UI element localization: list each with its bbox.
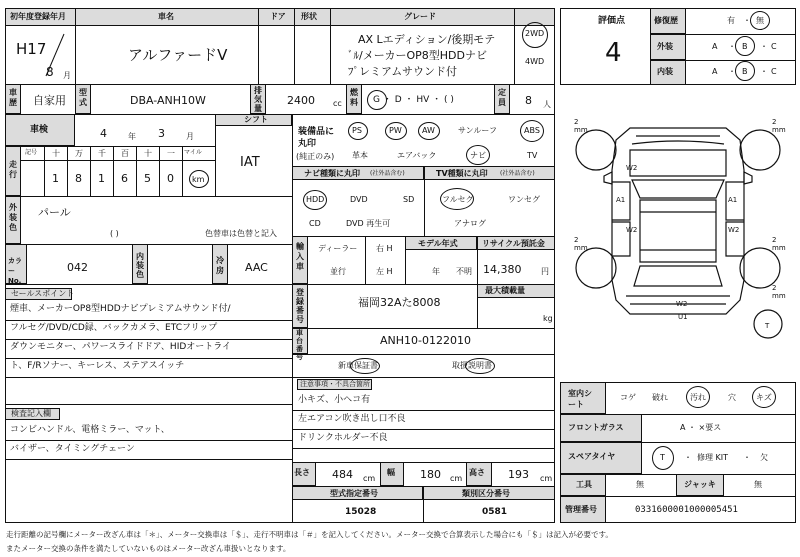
registration-value: 福岡32Aた8008 [358, 296, 441, 309]
exterior-c: C [771, 42, 777, 51]
equip-abs: ABS [524, 126, 540, 135]
mileage-label: 走行 [9, 160, 17, 179]
car-damage-diagram [560, 110, 796, 370]
mileage-divider [159, 146, 160, 196]
type-number-value: 15028 [345, 507, 377, 517]
sales-line-3: ダウンモニター、パワースライドドア、HIDオートライ [10, 342, 232, 352]
wheel-label-rr: 2 [772, 236, 777, 244]
displacement-label: 排気量 [254, 86, 262, 113]
inspector-line-1: コンビハンドル、電格ミラー、マット、 [10, 425, 170, 435]
equip-navi: ナビ [470, 151, 486, 160]
navi-dvd: DVD [350, 195, 368, 204]
wheel-unit-fr: mm [772, 126, 786, 134]
sheet-hole: 穴 [728, 393, 736, 402]
mileage-header-5: 十 [144, 149, 152, 158]
tv-fullseg: フルセグ [442, 195, 474, 204]
usage-value: 自家用 [33, 94, 66, 107]
mileage-digit-0: 1 [52, 172, 59, 185]
jack-label: ジャッキ [684, 480, 716, 489]
door-label: ドア [270, 12, 286, 21]
mileage-header-7: マイル [184, 149, 202, 156]
equip-airbag: エアバック [397, 151, 437, 160]
drive-2wd: 2WD [525, 29, 545, 38]
spare-missing: 欠 [760, 453, 768, 462]
sheet-scratch: キズ [756, 393, 772, 402]
management-value: 0331600001000005451 [635, 505, 738, 515]
mark-u1-rear: U1 [678, 313, 688, 321]
spare-repair-kit: 修理 KIT [697, 453, 729, 462]
type-number-label: 型式指定番号 [330, 489, 378, 498]
mileage-divider [113, 146, 114, 196]
mileage-divider [90, 146, 91, 196]
sales-line-4: ト、F/Rソナー、キーレス、ステアスイッチ [10, 361, 185, 371]
equip-ps: PS [352, 126, 362, 135]
mileage-digit-5: 0 [167, 172, 174, 185]
equip-aw: AW [422, 126, 435, 135]
mileage-header-2: 万 [75, 149, 83, 158]
color-note: 色替車は色替と記入 [205, 229, 277, 238]
color-no-label: カラーNo. [8, 257, 22, 285]
windshield-options: A ・ ×要ス [680, 423, 722, 432]
spare-tire-label: スペアタイヤ [568, 452, 616, 461]
car-name-value: アルファードV [128, 46, 228, 64]
wheel-label-fr: 2 [772, 118, 777, 126]
width-unit: cm [450, 474, 463, 483]
interior-a: A [712, 67, 718, 76]
wheel-unit-rr: mm [772, 244, 786, 252]
inspection-month: 3 [158, 127, 165, 140]
import-label: 輸入車 [296, 242, 304, 271]
notes-line-3: ドリンクホルダー不良 [298, 433, 388, 443]
new-warranty: 新車保証書 [338, 361, 378, 370]
grade-line-2: ﾞﾙ/メーカーOP8型HDDナビ [348, 49, 487, 62]
spare-t: T [660, 453, 665, 462]
class-number-value: 0581 [482, 507, 508, 517]
manual: 取扱説明書 [452, 361, 492, 370]
interior-color-label: 内装色 [136, 252, 144, 279]
equipment-sub-label: (純正のみ) [296, 152, 335, 161]
mark-t-spare: T [765, 322, 770, 330]
navi-dvd-play: DVD 再生可 [346, 219, 391, 228]
inspection-label: 車検 [30, 125, 49, 135]
grade-line-1: AX Lエディション/後期モテ [358, 33, 496, 46]
color-value: パール [38, 206, 71, 219]
class-number-label: 類別区分番号 [462, 489, 510, 498]
score-value: 4 [605, 38, 622, 68]
tv-sub: (社外品含む) [500, 170, 535, 177]
navi-sd: SD [403, 195, 415, 204]
mileage-unit: km [192, 175, 205, 184]
equipment-label-1: 装備品に [298, 127, 335, 137]
repair-label: 修復歴 [654, 16, 678, 25]
model-value: DBA-ANH10W [130, 94, 206, 107]
notes-line-1: 小キズ、小ヘコ有 [298, 395, 371, 405]
sales-points-label: セールスポイント [11, 289, 75, 298]
capacity-label: 定員 [498, 88, 506, 107]
capacity-value: 8 [525, 94, 532, 107]
tools-value: 無 [636, 480, 644, 489]
exterior-dot-2: ・ [760, 42, 768, 51]
color-paren: ( ) [110, 229, 119, 238]
exterior-dot-1: ・ [728, 42, 736, 51]
mileage-divider [136, 146, 137, 196]
interior-b: B [742, 67, 748, 76]
grade-line-3: ﾌﾟレミアムサウンド付 [348, 65, 458, 78]
footer-line-1: 走行距離の記号欄にメーター改ざん車は「＊」、メーター交換車は「＄」、走行不明車は「＃」を記入してください。メーター交換で合算表示した場合にも「＄」は記入が必要です。 [6, 530, 613, 539]
import-dealer: ディーラー [318, 244, 358, 253]
navi-hdd: HDD [306, 195, 325, 204]
color-no-value: 042 [67, 261, 88, 274]
mark-w2-left: W2 [626, 226, 638, 234]
reg-month-value: 8 [46, 65, 54, 79]
usage-label: 車歴 [9, 88, 17, 107]
mileage-divider [44, 146, 45, 196]
ac-label: 冷房 [216, 256, 224, 275]
drive-4wd: 4WD [525, 57, 545, 66]
capacity-unit: 人 [543, 100, 551, 109]
max-load-label: 最大積載量 [485, 286, 525, 295]
exterior-b: B [742, 42, 748, 51]
recycle-label: リサイクル預託金 [482, 239, 545, 248]
model-year-year: 年 [432, 267, 440, 276]
shift-label: シフト [244, 115, 268, 124]
notes-line-2: 左エアコン吹き出し口不良 [298, 414, 406, 424]
inspection-month-unit: 月 [186, 132, 194, 141]
mileage-header-0: 記号 [25, 149, 38, 156]
shape-label: 形状 [301, 12, 317, 21]
sales-line-2: フルセグ/DVD/CD録、バックカメラ、ETCフリップ [10, 323, 218, 333]
displacement-unit: cc [333, 99, 342, 108]
model-year-value: 不明 [456, 267, 472, 276]
width-label: 幅 [387, 468, 395, 477]
ac-value: AAC [245, 261, 268, 274]
wheel-label-fl: 2 [574, 118, 579, 126]
interior-dot-1: ・ [728, 67, 736, 76]
navi-label: ナビ種類に丸印 [304, 169, 360, 178]
equip-pw: PW [389, 126, 402, 135]
spare-dot-1: ・ [684, 453, 692, 462]
mileage-digit-3: 6 [121, 172, 128, 185]
exterior-label: 外装 [657, 42, 673, 51]
repair-dot: ・ [743, 16, 751, 25]
reg-month-unit: 月 [63, 71, 71, 80]
inspection-year-unit: 年 [128, 132, 136, 141]
tools-label: 工具 [576, 480, 592, 489]
spare-dot-2: ・ [743, 453, 751, 462]
interior-dot-2: ・ [760, 67, 768, 76]
import-parallel: 並行 [330, 267, 346, 276]
era-value: H17 [16, 40, 47, 58]
recycle-unit: 円 [541, 267, 549, 276]
equip-sunroof: サンルーフ [458, 126, 497, 135]
height-value: 193 [508, 468, 529, 481]
fuel-label: 燃料 [350, 88, 358, 107]
mileage-digit-1: 8 [75, 172, 82, 185]
grade-label: グレード [404, 12, 436, 21]
sheet-dirt: 汚れ [690, 393, 706, 402]
mileage-header-1: 十 [52, 149, 60, 158]
mark-a1-right: A1 [728, 196, 738, 204]
mileage-header-4: 百 [121, 149, 129, 158]
displacement-value: 2400 [287, 94, 315, 107]
shift-value: IAT [240, 155, 260, 170]
mark-w2-front-left: W2 [626, 164, 638, 172]
length-label: 長さ [294, 468, 310, 477]
chassis-label: 車台番号 [296, 329, 303, 361]
navi-sub: (社外品含む) [370, 170, 405, 177]
model-year-label: モデル年式 [418, 239, 458, 248]
import-left-h: 左 H [376, 267, 393, 276]
import-right-h: 右 H [376, 244, 393, 253]
equipment-label-2: 丸印 [298, 139, 317, 149]
inspection-year: 4 [100, 127, 107, 140]
mileage-divider [67, 146, 68, 196]
sales-line-1: 煙車、メーカーOP8型HDDナビプレミアムサウンド付/ [10, 304, 231, 314]
wheel-unit-fl: mm [574, 126, 588, 134]
wheel-label-spare: 2 [772, 284, 777, 292]
footer-line-2: またメーター交換の条件を満たしていないものはメーター改ざん車扱いとなります。 [6, 544, 291, 553]
mark-w2-right: W2 [728, 226, 740, 234]
wheel-unit-rl: mm [574, 244, 588, 252]
exterior-a: A [712, 42, 718, 51]
equip-leather: 革本 [352, 151, 368, 160]
registration-label: 登録番号 [296, 288, 304, 324]
car-name-label: 車名 [158, 12, 174, 21]
wheel-unit-spare: mm [772, 292, 786, 300]
score-label: 評価点 [598, 16, 626, 26]
mileage-digit-4: 5 [144, 172, 151, 185]
height-unit: cm [540, 474, 553, 483]
height-label: 高さ [469, 468, 485, 477]
length-value: 484 [332, 468, 353, 481]
max-load-unit: kg [543, 314, 553, 323]
inspector-label: 検査記入欄 [11, 409, 51, 418]
mileage-divider [182, 146, 183, 196]
mileage-header-6: 一 [167, 149, 175, 158]
fuel-options: G ・ D ・ HV ・ ( ) [373, 95, 454, 105]
wheel-label-rl: 2 [574, 236, 579, 244]
equip-tv: TV [527, 151, 538, 160]
tv-analog: アナログ [454, 219, 486, 228]
repair-no: 無 [756, 16, 764, 25]
mark-w2-rear: W2 [676, 300, 688, 308]
reg-year-label: 初年度登録年月 [10, 12, 66, 21]
repair-yes: 有 [727, 16, 735, 25]
tv-label: TV種類に丸印 [436, 169, 488, 178]
width-value: 180 [420, 468, 441, 481]
notes-label: 注意事項・不具合箇所 [300, 380, 370, 388]
sheet-tear: 破れ [652, 393, 668, 402]
recycle-value: 14,380 [483, 263, 522, 276]
mark-a1-left: A1 [616, 196, 626, 204]
mileage-header-3: 千 [98, 149, 106, 158]
windshield-label: フロントガラス [568, 423, 624, 432]
interior-c: C [771, 67, 777, 76]
jack-value: 無 [754, 480, 762, 489]
navi-cd: CD [309, 219, 321, 228]
sheet-burn: コゲ [620, 393, 636, 402]
model-label: 型式 [79, 88, 87, 107]
mileage-digit-2: 1 [98, 172, 105, 185]
inspector-line-2: バイザー、タイミングチェーン [10, 444, 135, 454]
length-unit: cm [363, 474, 376, 483]
interior-sheet-label: 室内シート [568, 389, 592, 409]
tv-oneseg: ワンセグ [508, 195, 540, 204]
color-label: 外装色 [9, 203, 17, 232]
interior-label: 内装 [657, 67, 673, 76]
management-label: 管理番号 [565, 505, 597, 514]
chassis-value: ANH10-0122010 [380, 334, 471, 347]
